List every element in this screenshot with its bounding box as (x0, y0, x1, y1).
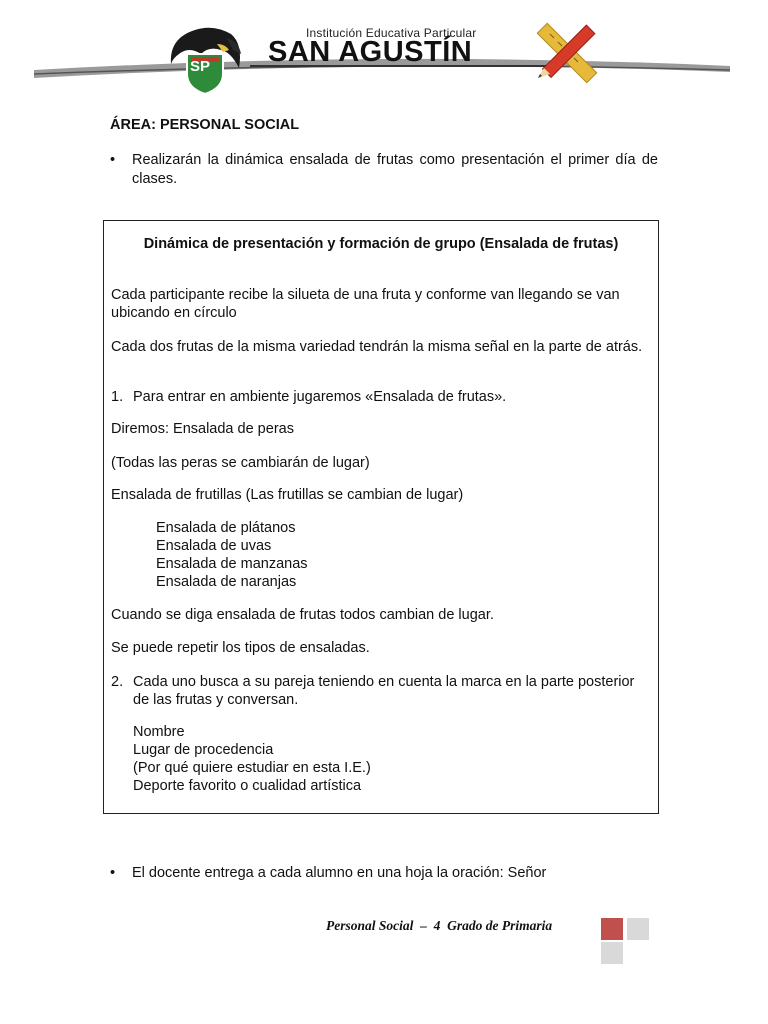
area-title: ÁREA: PERSONAL SOCIAL (110, 117, 300, 133)
list-item: Deporte favorito o cualidad artística (133, 778, 362, 794)
institution-subtitle: Institución Educativa Particular (306, 26, 477, 40)
list-item: (Por qué quiere estudiar en esta I.E.) (133, 760, 371, 776)
item-number: 1. (111, 389, 124, 405)
footer-accent-square (601, 918, 623, 940)
talk-points-list (133, 723, 371, 795)
page-footer: Personal Social – 4 Grado de Primaria (326, 918, 553, 933)
item-text: Cada uno busca a su pareja teniendo en cuenta la marca en la parte posterior de las frutas y conversan. (133, 674, 635, 708)
bullet-icon: • (110, 865, 116, 881)
footer-gray-square (627, 918, 649, 940)
list-item: Ensalada de uvas (156, 538, 272, 554)
salad-list (156, 519, 308, 591)
paragraph-peras-note: (Todas las peras se cambiarán de lugar) (111, 455, 370, 471)
activity-title: Dinámica de presentación y formación de grupo (Ensalada de frutas) (143, 236, 619, 252)
list-item: Lugar de procedencia (133, 742, 274, 758)
institution-title: SAN AGUSTÍN (268, 36, 473, 68)
list-item: Ensalada de naranjas (156, 574, 297, 590)
paragraph-silhouette: Cada participante recibe la silueta de una fruta y conforme van llegando se van ubicando en círculo (111, 287, 620, 321)
second-bullet (110, 864, 658, 883)
item-number: 2. (111, 674, 124, 690)
pencil-ruler-icon (530, 22, 606, 84)
list-item: Ensalada de manzanas (156, 556, 308, 572)
paragraph-pairs: Cada dos frutas de la misma variedad tendrán la misma señal en la parte de atrás. (111, 339, 643, 355)
list-item: Nombre (133, 724, 185, 740)
paragraph-repeat: Se puede repetir los tipos de ensaladas. (111, 640, 370, 656)
logo-text: SP (190, 58, 211, 75)
numbered-item-1 (111, 388, 653, 406)
paragraph-peras: Diremos: Ensalada de peras (111, 421, 294, 437)
paragraph-frutillas: Ensalada de frutillas (Las frutillas se cambian de lugar) (111, 487, 464, 503)
footer-gray-square (601, 942, 623, 964)
item-text: Para entrar en ambiente jugaremos «Ensalada de frutas». (133, 389, 507, 405)
paragraph-change: Cuando se diga ensalada de frutas todos cambian de lugar. (111, 607, 494, 623)
bullet-icon: • (110, 152, 116, 168)
numbered-item-2 (111, 673, 653, 709)
list-item: Ensalada de plátanos (156, 520, 296, 536)
second-bullet-text: El docente entrega a cada alumno en una hoja la oración: Señor (132, 865, 547, 881)
intro-bullet-text: Realizarán la dinámica ensalada de frutas como presentación el primer día de clases. (132, 152, 658, 187)
page-header (0, 0, 768, 100)
intro-bullet (110, 151, 658, 189)
